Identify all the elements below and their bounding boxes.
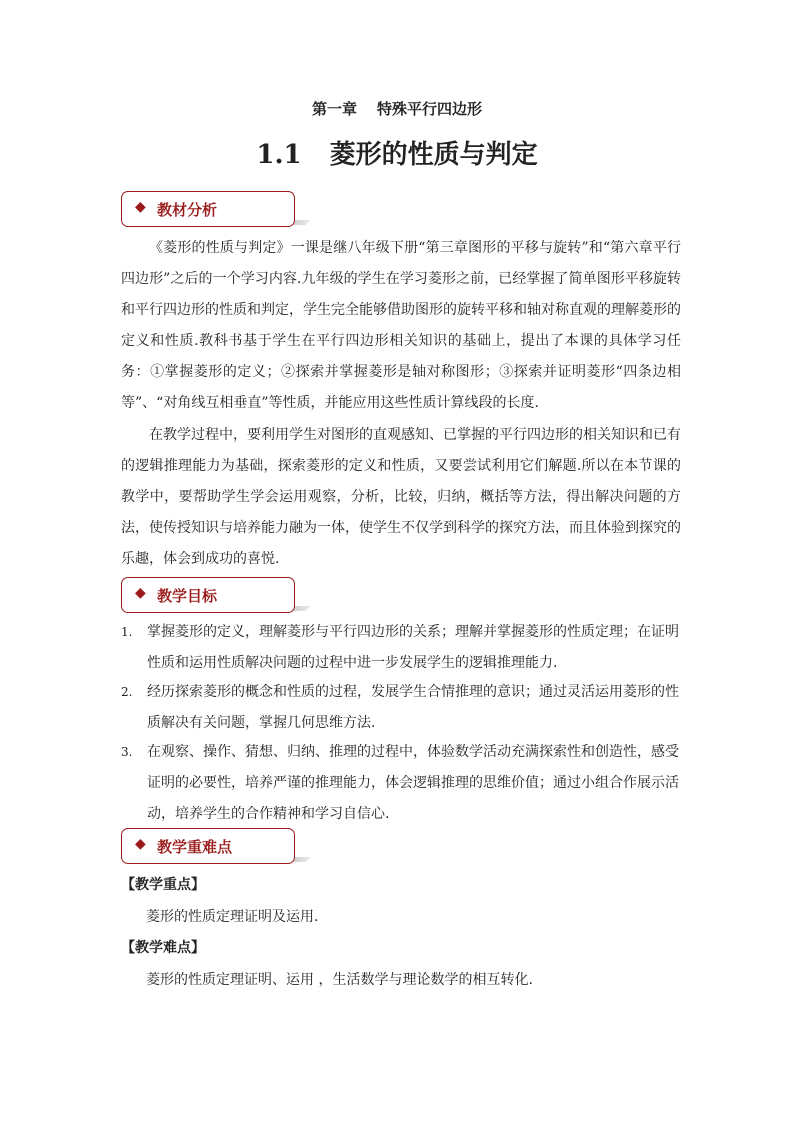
section-header-shadow bbox=[293, 857, 311, 862]
section-label: 教学目标 bbox=[157, 587, 218, 605]
lesson-title-text: 菱形的性质与判定 bbox=[329, 140, 538, 170]
section-label: 教材分析 bbox=[157, 201, 218, 219]
diamond-icon: ◆ bbox=[135, 836, 146, 852]
chapter-heading bbox=[0, 98, 794, 119]
section-header-shadow bbox=[293, 606, 311, 611]
list-number: 2. bbox=[121, 685, 133, 699]
difficulty-text: 菱形的性质定理证明、运用 ，生活数学与理论数学的相互转化. bbox=[146, 972, 533, 988]
difficulty-heading: 【教学难点】 bbox=[121, 940, 205, 956]
section-header-goals bbox=[121, 577, 295, 613]
lesson-title bbox=[0, 134, 794, 171]
list-text: 在观察、操作、猜想、归纳、推理的过程中，体验数学活动充满探索性和创造性，感受证明的必要性，培养严谨的推理能力，体会逻辑推理的思维价值；通过小组合作展示活动，培养学生的合作精神和学习自信心. bbox=[147, 744, 679, 822]
section-header-analysis bbox=[121, 191, 295, 227]
lesson-number: 1.1 bbox=[256, 140, 302, 170]
list-text: 掌握菱形的定义，理解菱形与平行四边形的关系；理解并掌握菱形的性质定理；在证明性质和运用性质解决问题的过程中进一步发展学生的逻辑推理能力. bbox=[147, 624, 679, 671]
section-label: 教学重难点 bbox=[157, 838, 233, 856]
analysis-paragraph-2: 在教学过程中，要利用学生对图形的直观感知、已掌握的平行四边形的相关知识和已有的逻辑推理能力为基础，探索菱形的定义和性质，又要尝试利用它们解题.所以在本节课的教学中，要帮助学生学会运用观察，分析，比较，归纳，概括等方法，得出解决问题的方法，使传授知识与培养能力融为一体，使学生不仅学到科学的探究方法，而且体验到探究的乐趣，体会到成功的喜悦. bbox=[121, 427, 681, 567]
diamond-icon: ◆ bbox=[135, 199, 146, 215]
diamond-icon: ◆ bbox=[135, 585, 146, 601]
chapter-name: 特殊平行四边形 bbox=[377, 100, 483, 118]
focus-text: 菱形的性质定理证明及运用. bbox=[146, 909, 319, 925]
list-number: 3. bbox=[121, 745, 133, 759]
section-header-shadow bbox=[293, 220, 311, 225]
list-number: 1. bbox=[121, 625, 133, 639]
list-text: 经历探索菱形的概念和性质的过程，发展学生合情推理的意识；通过灵活运用菱形的性质解决有关问题，掌握几何思维方法. bbox=[147, 684, 679, 731]
chapter-number: 第一章 bbox=[311, 100, 357, 118]
analysis-paragraph-1: 《菱形的性质与判定》一课是继八年级下册“第三章图形的平移与旋转”和“第六章平行四边形”之后的一个学习内容.九年级的学生在学习菱形之前，已经掌握了简单图形平移旋转和平行四边形的性质和判定，学生完全能够借助图形的旋转平移和轴对称直观的理解菱形的定义和性质.教科书基于学生在平行四边形相关知识的基础上，提出了本课的具体学习任务：①掌握菱形的定义；②探索并掌握菱形是轴对称图形；③探索并证明菱形“四条边相等”、“对角线互相垂直”等性质，并能应用这些性质计算线段的长度. bbox=[121, 240, 681, 411]
focus-heading: 【教学重点】 bbox=[121, 877, 205, 893]
section-header-keypoints bbox=[121, 828, 295, 864]
